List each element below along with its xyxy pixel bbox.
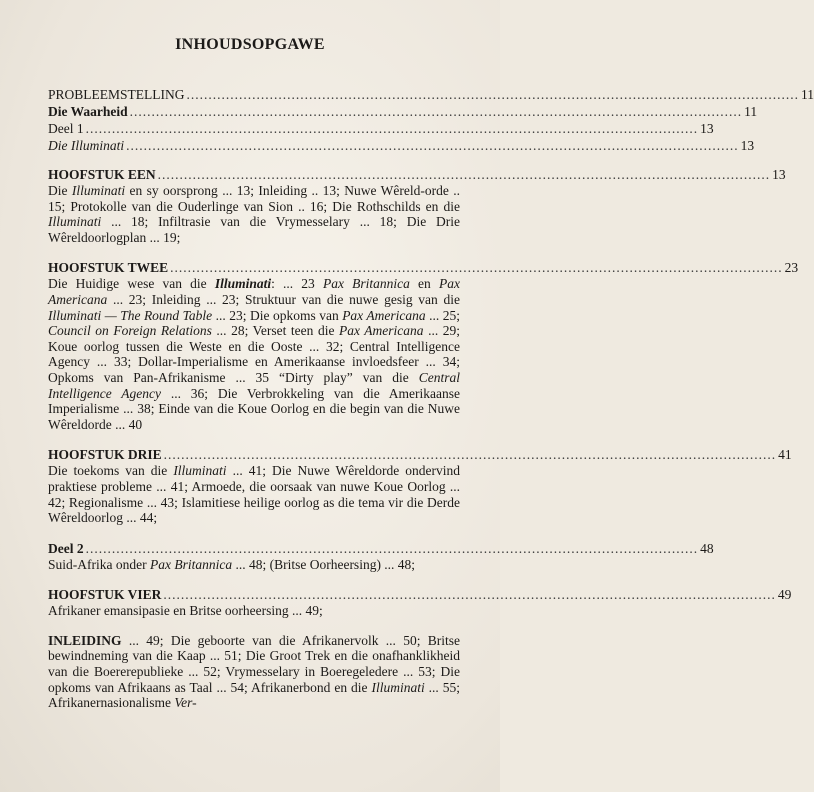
chapter-heading-line	[48, 166, 786, 183]
page-title: INHOUDSOPGAWE	[175, 36, 325, 53]
text-run: Pax Britannica	[322, 276, 410, 292]
chapter-contents	[48, 603, 460, 619]
dot-leader: ............................................................................................................................................	[186, 87, 799, 102]
chapter-section	[48, 586, 792, 619]
text-run: ... 23; Inleiding ... 23; Struktuur van die nuwe gesig van die	[107, 291, 460, 307]
chapter-heading: Deel 2	[48, 540, 84, 556]
text-run: Die	[48, 183, 72, 198]
text-run: : ... 23	[271, 276, 323, 292]
text-run: ... 23; Die opkoms van	[212, 307, 343, 323]
chapter-heading: HOOFSTUK TWEE	[48, 260, 169, 276]
chapter-page: 13	[772, 167, 786, 182]
chapter-heading: HOOFSTUK DRIE	[48, 447, 162, 463]
text-run: Illuminati	[71, 183, 126, 198]
text-run: ... 55; Afrikanernasionalisme	[48, 679, 460, 711]
text-run: Illuminati	[371, 679, 425, 695]
toc-entries	[48, 86, 814, 154]
toc-entry	[48, 137, 755, 154]
chapter-section	[48, 259, 799, 432]
text-run: Pax Americana	[342, 307, 426, 323]
text-run: ... 41; Die Nuwe Wêreldorde ondervind praktiese probleme ... 41; Armoede, die oorsaak van nuwe Koue Oorlog ... 42; Regionalisme ... 43; Islamitiese heilige oorlog as die tema vir die Derde Wêreldoorlog ... 44;	[48, 463, 460, 526]
text-run: Pax Americana	[48, 276, 460, 307]
dot-leader: ............................................................................................................................................	[170, 260, 783, 276]
text-run: ... 28; Verset teen die	[211, 323, 339, 339]
text-run: ... 25;	[425, 307, 460, 323]
toc-entry-page: 11	[801, 87, 814, 102]
chapter-page: 48	[700, 540, 714, 556]
toc-entry-label: PROBLEEMSTELLING	[48, 87, 185, 102]
dot-leader: ............................................................................................................................................	[85, 540, 699, 556]
text-run: Council on Foreign Relations	[48, 323, 212, 339]
text-run: en sy oorsprong ... 13; Inleiding .. 13; Nuwe Wêreld-orde .. 15; Protokolle van die Ouderlinge van Sion .. 16; Die Rothschilds en die	[48, 183, 460, 214]
text-run: Suid-Afrika onder	[48, 556, 150, 572]
text-run: Illuminati	[173, 463, 227, 479]
text-run: ... 49; Die geboorte van die Afrikanervolk ... 50; Britse bewindneming van die Kaap ... 51; Die Groot Trek en die onafhanklikheid van die Boererepublieke ... 52; Vrymesselary in Boeregeledere ... 53; Die opkoms van Afrikaans as Taal ... 54; Afrikanerbond en die	[48, 632, 460, 695]
toc-entry-label: Deel 1	[48, 121, 84, 136]
chapter-section	[48, 540, 714, 573]
text-run: ... 48; (Britse Oorheersing) ... 48;	[232, 556, 416, 572]
text-run: INLEIDING	[48, 632, 122, 648]
text-run: Illuminati	[48, 214, 102, 230]
text-run: Die Huidige wese van die	[48, 276, 215, 292]
chapter-heading-line	[48, 446, 792, 463]
chapter-section	[48, 166, 786, 245]
introduction-contents	[48, 633, 460, 711]
dot-leader: ............................................................................................................................................	[163, 447, 777, 463]
toc-entry-page: 13	[700, 121, 714, 136]
chapter-section	[48, 446, 792, 526]
chapter-page: 41	[778, 447, 792, 463]
chapter-heading-line	[48, 259, 799, 276]
text-run: Ver-	[174, 695, 197, 711]
dot-leader: ............................................................................................................................................	[163, 587, 776, 603]
toc-chapters	[48, 166, 799, 711]
chapter-heading: HOOFSTUK VIER	[48, 587, 162, 603]
chapter-heading: HOOFSTUK EEN	[48, 167, 156, 182]
toc-entry-page: 11	[744, 104, 758, 119]
text-run: Die toekoms van die	[48, 463, 174, 479]
dot-leader: ............................................................................................................................................	[126, 138, 739, 153]
text-run: ... 29; Koue oorlog tussen die Weste en die Ooste ... 32; Central Intelligence Agency ... 33; Dollar-Imperialisme en Amerikaanse invloedsfeer ... 34; Opkoms van Pan-Afrikanisme ... 35 “Dirty play” van die	[48, 323, 460, 385]
toc-entry-label: Die Waarheid	[48, 104, 128, 119]
dot-leader: ............................................................................................................................................	[157, 167, 771, 182]
toc-entry	[48, 103, 758, 120]
dot-leader: ............................................................................................................................................	[129, 104, 743, 119]
chapter-contents	[48, 183, 460, 245]
chapter-contents	[48, 276, 460, 432]
toc-entry-page: 13	[740, 138, 755, 153]
text-run: Central Intelligence Agency	[48, 369, 460, 401]
chapter-heading-line	[48, 540, 714, 557]
toc-entry	[48, 86, 814, 103]
chapter-heading-line	[48, 586, 792, 603]
text-run: en	[409, 276, 439, 292]
chapter-page: 23	[784, 260, 799, 276]
text-run: ... 18; Infiltrasie van die Vrymesselary ... 18; Die Drie Wêreldoorlogplan ... 19;	[48, 214, 460, 245]
chapter-page: 49	[777, 587, 792, 603]
chapter-contents	[48, 463, 460, 525]
text-run: Illuminati	[214, 276, 272, 292]
toc-entry-label: Die Illuminati	[48, 138, 125, 153]
text-run: ... 36; Die Verbrokkeling van die Amerikaanse Imperialisme ... 38; Einde van die Koue Oorlog en die begin van die Nuwe Wêreldorde ... 40	[48, 385, 461, 432]
chapter-contents	[48, 557, 460, 573]
text-run: Afrikaner emansipasie en Britse oorheersing ... 49;	[48, 603, 323, 619]
toc-entry	[48, 120, 714, 137]
text-run: Pax Americana	[339, 323, 424, 339]
text-run: Pax Britannica	[149, 556, 233, 572]
dot-leader: ............................................................................................................................................	[85, 121, 699, 136]
text-run: Illuminati — The Round Table	[48, 307, 213, 323]
